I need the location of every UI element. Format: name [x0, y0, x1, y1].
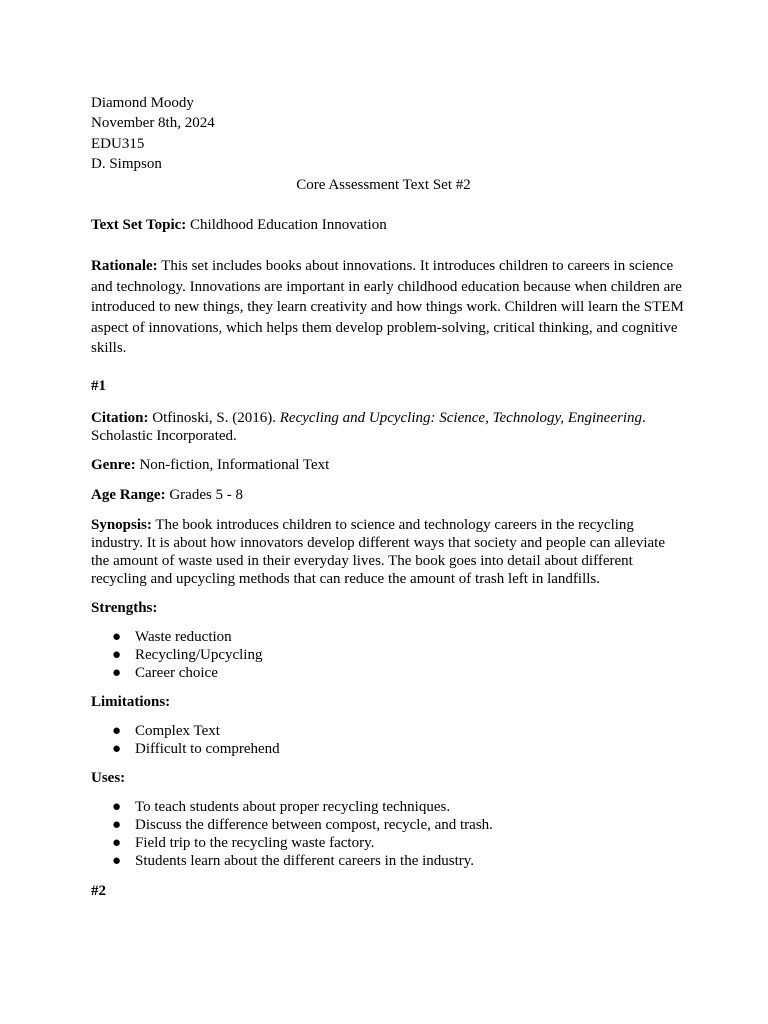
- synopsis-text: The book introduces children to science and technology careers in the recycling industry. It is about how innovators develop different ways that society and people can alleviate the amount of waste used in their everyday lives. The book goes into detail about different recycling and upcycling methods that can reduce the amount of trash left in landfills.: [91, 517, 666, 588]
- list-item: [91, 722, 691, 740]
- instructor-name: D. Simpson: [91, 156, 162, 173]
- list-item: [91, 628, 691, 646]
- list-item: [91, 852, 691, 870]
- citation-author: Otfinoski, S. (2016).: [148, 410, 280, 427]
- limitations-heading: Limitations:: [91, 694, 171, 711]
- document-date: November 8th, 2024: [91, 115, 215, 132]
- rationale-label: Rationale:: [91, 258, 158, 275]
- list-item-text: Discuss the difference between compost, recycle, and trash.: [135, 817, 493, 834]
- strengths-heading: Strengths:: [91, 600, 158, 617]
- bullet-icon: ●: [112, 665, 122, 682]
- bullet-icon: ●: [112, 629, 122, 646]
- uses-heading: Uses:: [91, 770, 126, 787]
- list-item: [91, 798, 691, 816]
- bullet-icon: ●: [112, 647, 122, 664]
- genre-line: [91, 456, 681, 474]
- list-item-text: Waste reduction: [135, 629, 232, 646]
- list-item-text: To teach students about proper recycling techniques.: [135, 799, 451, 816]
- list-item-text: Complex Text: [135, 723, 220, 740]
- list-item: [91, 664, 691, 682]
- age-range-line: [91, 486, 681, 504]
- age-range-value: Grades 5 - 8: [165, 487, 244, 504]
- list-item: [91, 740, 691, 758]
- bullet-icon: ●: [112, 799, 122, 816]
- citation-publisher: . Scholastic Incorporated.: [91, 410, 646, 445]
- bullet-icon: ●: [112, 835, 122, 852]
- header-block: [91, 93, 691, 175]
- uses-list: [91, 798, 691, 870]
- age-range-label: Age Range:: [91, 487, 166, 504]
- list-item-text: Field trip to the recycling waste factory.: [135, 835, 375, 852]
- bullet-icon: ●: [112, 741, 122, 758]
- rationale-text: This set includes books about innovations. It introduces children to careers in science and technology. Innovations are important in early childhood education because when children are introduced to new things, they learn creativity and how things work. Children will learn the STEM aspect of innovations, which helps them develop problem-solving, critical thinking, and cognitive skills.: [91, 258, 684, 357]
- list-item-text: Students learn about the different careers in the industry.: [135, 853, 475, 870]
- citation-book-title: Recycling and Upcycling: Science, Technology, Engineering: [279, 410, 642, 427]
- list-item: [91, 834, 691, 852]
- text-set-topic: [91, 215, 691, 235]
- bullet-icon: ●: [112, 723, 122, 740]
- course-code: EDU315: [91, 135, 145, 152]
- synopsis-label: Synopsis:: [91, 517, 152, 534]
- citation-paragraph: [91, 409, 681, 445]
- list-item-text: Career choice: [135, 665, 218, 682]
- list-item: [91, 646, 691, 664]
- synopsis-paragraph: [91, 516, 681, 588]
- rationale-paragraph: [91, 256, 687, 358]
- bullet-icon: ●: [112, 817, 122, 834]
- author-name: Diamond Moody: [91, 95, 194, 111]
- list-item-text: Difficult to comprehend: [135, 741, 280, 758]
- document-page: [91, 93, 691, 901]
- bullet-icon: ●: [112, 853, 122, 870]
- genre-label: Genre:: [91, 457, 136, 474]
- book-number-2: #2: [91, 883, 106, 900]
- citation-label: Citation:: [91, 410, 149, 427]
- limitations-list: [91, 722, 691, 758]
- document-title: Core Assessment Text Set #2: [296, 176, 471, 193]
- book-number-1: #1: [91, 378, 106, 395]
- topic-label: Text Set Topic:: [91, 217, 187, 234]
- strengths-list: [91, 628, 691, 682]
- topic-value: Childhood Education Innovation: [186, 217, 387, 234]
- genre-value: Non-fiction, Informational Text: [135, 457, 330, 474]
- list-item: [91, 816, 691, 834]
- list-item-text: Recycling/Upcycling: [135, 647, 263, 664]
